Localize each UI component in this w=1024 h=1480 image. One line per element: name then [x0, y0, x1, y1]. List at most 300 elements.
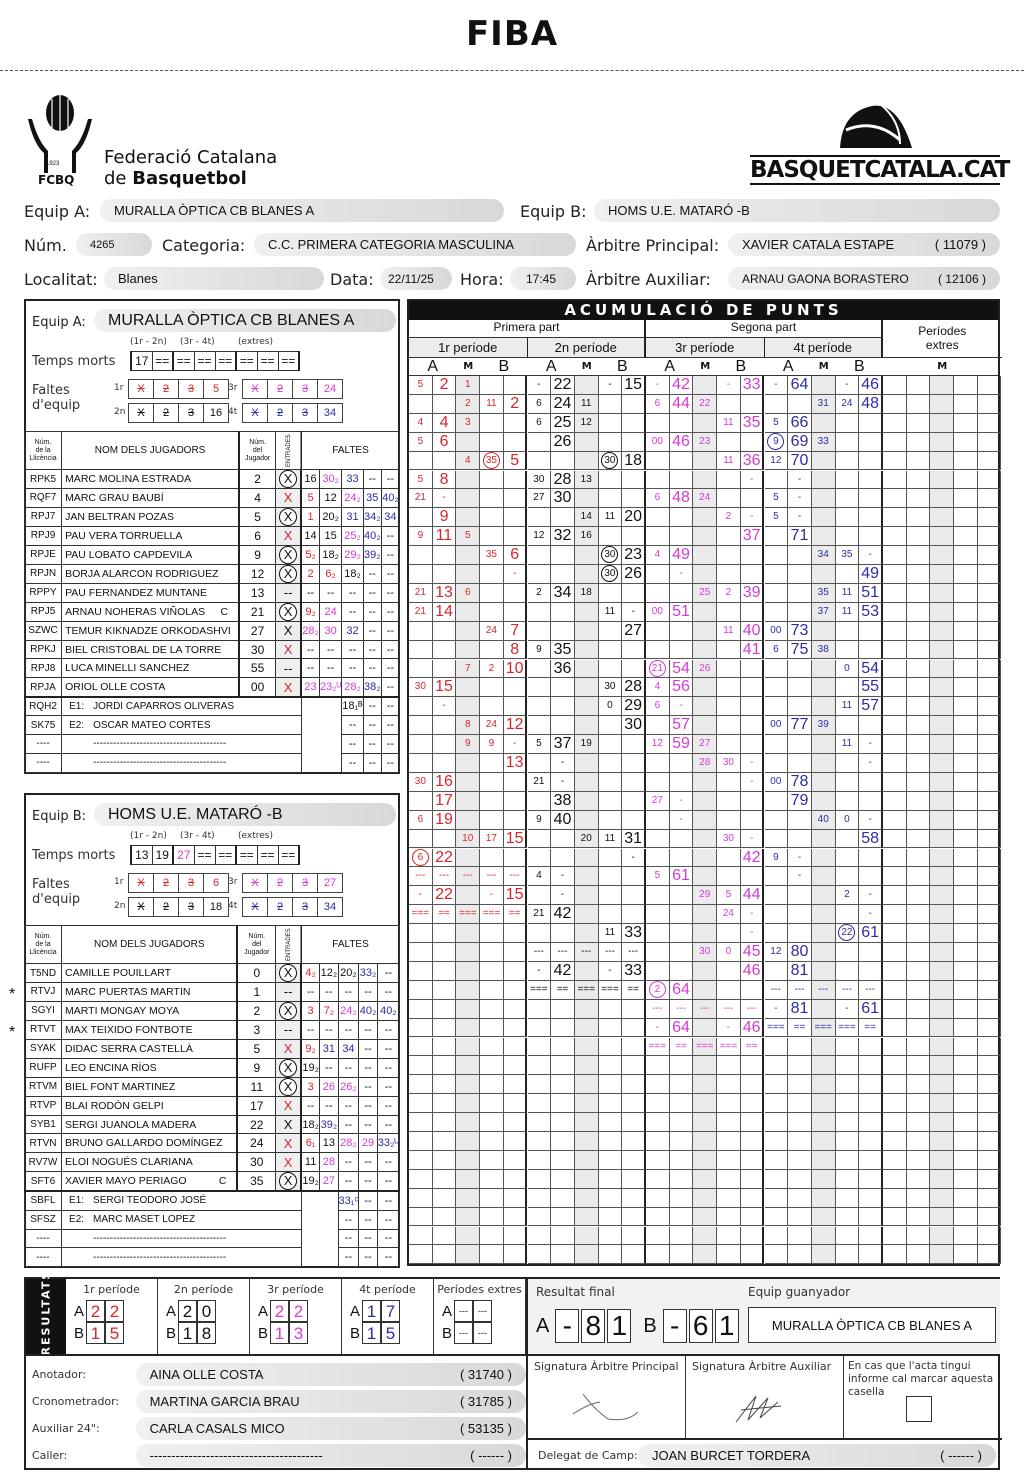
score-cell: -: [788, 867, 812, 886]
score-cell: [528, 1094, 552, 1113]
arbitre-auxiliar-field[interactable]: [728, 267, 1000, 290]
score-cell: [812, 1038, 836, 1057]
player-entry: [276, 1001, 302, 1020]
score-cell: 55: [859, 678, 883, 697]
data-field[interactable]: 22/11/25: [380, 267, 452, 290]
score-cell: [717, 924, 741, 943]
player-foul: 28₂: [338, 1134, 359, 1153]
official-field[interactable]: [136, 1417, 526, 1440]
score-cell: [622, 527, 646, 546]
score-cell: [504, 1000, 528, 1019]
player-foul: 39₂: [320, 1115, 338, 1134]
score-cell: 00: [646, 433, 670, 452]
entry-circled-x-icon: X: [279, 470, 297, 488]
score-cell: [551, 678, 575, 697]
principal-signature-box: [528, 1356, 686, 1438]
col-number-1: Núm.: [248, 932, 266, 940]
score-cell: [622, 735, 646, 754]
score-cell: 31: [622, 830, 646, 849]
score-cell: [456, 1000, 480, 1019]
score-cell: 19: [575, 735, 599, 754]
score-cell: [528, 792, 552, 811]
circled-score-value: 21: [649, 660, 666, 677]
score-cell: ===: [456, 905, 480, 924]
period-score-row-b: [74, 1322, 157, 1344]
official-row: [26, 1443, 526, 1468]
period-header: 2n període: [528, 338, 647, 358]
score-cell: [693, 622, 717, 641]
team-foul-mark: 3: [293, 898, 318, 917]
score-cell: ===: [599, 981, 623, 1000]
col-name: NOM DELS JUGADORS: [62, 926, 238, 964]
score-cell: [528, 678, 552, 697]
entry-x-icon: X: [283, 623, 293, 639]
score-cell: [693, 1075, 717, 1094]
score-cell: [907, 376, 931, 395]
score-cell: [954, 1094, 978, 1113]
score-cell: [599, 1038, 623, 1057]
score-cell: [836, 773, 860, 792]
score-cell: [551, 452, 575, 471]
score-cell: [765, 1113, 789, 1132]
score-cell: 5: [717, 886, 741, 905]
score-cell: [859, 1245, 883, 1264]
score-cell: -: [859, 886, 883, 905]
score-cell: [528, 849, 552, 868]
score-cell: [978, 395, 1002, 414]
score-cell: [599, 1189, 623, 1208]
arbitre-principal-id-value: 11079: [942, 237, 979, 252]
score-cell: 81: [788, 962, 812, 981]
player-entry: [276, 621, 302, 640]
player-entry: [276, 489, 302, 508]
score-cell: [836, 962, 860, 981]
official-role: Auxiliar 24":: [32, 1422, 100, 1435]
team-letter: A: [74, 1302, 85, 1320]
period-score-label: 2n període: [173, 1283, 234, 1296]
localitat-field[interactable]: Blanes: [104, 267, 324, 290]
arbitre-principal-field[interactable]: [728, 233, 1000, 256]
player-number: 5: [239, 507, 275, 526]
score-cell: [504, 1132, 528, 1151]
score-cell: 30: [528, 471, 552, 490]
period-score-digit: 5: [105, 1322, 124, 1344]
score-cell: [883, 754, 907, 773]
score-cell: [551, 830, 575, 849]
team-fouls-label-1: Faltes: [32, 383, 70, 398]
entry-x-icon: X: [283, 490, 293, 506]
score-cell: 35: [551, 641, 575, 660]
arbitre-auxiliar-label: Àrbitre Auxiliar:: [586, 270, 711, 289]
score-cell: [456, 1227, 480, 1246]
score-cell: [528, 1056, 552, 1075]
score-cell: [504, 943, 528, 962]
score-cell: [693, 697, 717, 716]
score-cell: [930, 1056, 954, 1075]
score-cell: [646, 1113, 670, 1132]
player-name: [62, 678, 240, 697]
score-cell: [622, 1113, 646, 1132]
score-cell: [859, 414, 883, 433]
player-foul: --: [381, 564, 399, 583]
score-cell: 39: [812, 716, 836, 735]
score-cell: [646, 716, 670, 735]
score-cell: [788, 1208, 812, 1227]
score-cell: [978, 414, 1002, 433]
score-cell: [741, 1208, 765, 1227]
score-cell: 24: [717, 905, 741, 924]
score-cell: 22: [551, 376, 575, 395]
score-cell: [788, 1151, 812, 1170]
score-cell: [765, 395, 789, 414]
player-number: 2: [237, 1001, 275, 1020]
score-cell: [836, 1094, 860, 1113]
score-cell: [693, 1170, 717, 1189]
player-name-value: MARC GRAU BAUBÍ: [65, 491, 164, 504]
score-cell: [670, 1170, 694, 1189]
player-licence-value: RV7W: [28, 1156, 58, 1168]
federation-line1: Federació Catalana: [104, 147, 278, 168]
col-b-label: B: [853, 358, 865, 375]
entry-x-icon: X: [283, 528, 293, 544]
score-cell: [717, 546, 741, 565]
coach-spacer: [301, 735, 342, 754]
results-label-box: [26, 1269, 66, 1356]
score-cell: [765, 527, 789, 546]
score-cell: [717, 1075, 741, 1094]
score-cell: 28: [622, 678, 646, 697]
player-row: [25, 983, 400, 1002]
score-cell: [599, 1245, 623, 1264]
coach-row: [25, 1191, 400, 1210]
score-cell: [765, 603, 789, 622]
coach-licence: ----: [25, 1248, 62, 1267]
score-cell: [978, 1019, 1002, 1038]
player-foul: 19₂: [301, 1058, 320, 1077]
coach-foul: --: [342, 735, 364, 754]
score-cell: [575, 1038, 599, 1057]
player-name: [62, 1172, 238, 1192]
winner-label: Equip guanyador: [748, 1285, 851, 1299]
score-cell: [883, 376, 907, 395]
score-cell: [836, 1038, 860, 1057]
score-cell: 4: [528, 867, 552, 886]
score-cell: [433, 830, 457, 849]
player-number: 13: [239, 583, 275, 602]
score-cell: [765, 584, 789, 603]
score-cell: ---: [788, 981, 812, 1000]
score-cell: [433, 1094, 457, 1113]
score-cell: [528, 1189, 552, 1208]
score-cell: [456, 433, 480, 452]
score-cell: [930, 1094, 954, 1113]
score-cell: [480, 1170, 504, 1189]
score-cell: [930, 792, 954, 811]
player-foul: --: [359, 1115, 377, 1134]
col-a-label: A: [545, 358, 557, 375]
score-cell: [765, 1038, 789, 1057]
period-score-digit: 1: [270, 1322, 289, 1344]
running-score-panel: [407, 299, 1000, 1266]
player-licence: [25, 1001, 62, 1020]
coach-name: ----------------------------------------: [93, 757, 227, 769]
coach-name: JORDI CAPARROS OLIVERAS: [93, 700, 235, 712]
team-foul-total: 18: [204, 898, 229, 917]
informe-checkbox[interactable]: [906, 1396, 932, 1422]
score-cell: [504, 414, 528, 433]
players-table: [24, 431, 400, 773]
score-cell: 30: [599, 678, 623, 697]
coach-name: ----------------------------------------: [93, 1251, 227, 1263]
score-cell: 37: [812, 603, 836, 622]
score-cell: [480, 527, 504, 546]
hora-field[interactable]: 17:45: [510, 267, 576, 290]
player-entry: [276, 1115, 302, 1134]
score-cell: [812, 452, 836, 471]
score-cell: [836, 867, 860, 886]
score-cell: [907, 584, 931, 603]
score-cell: 17: [433, 792, 457, 811]
player-name-value: BORJA ALARCON RODRIGUEZ: [65, 567, 219, 580]
score-cell: [978, 471, 1002, 490]
score-cell: [575, 1019, 599, 1038]
score-cell: 25: [551, 414, 575, 433]
score-cell: [954, 603, 978, 622]
score-cell: [741, 678, 765, 697]
score-cell: [670, 1094, 694, 1113]
equip-b-field[interactable]: HOMS U.E. MATARÓ -B: [594, 199, 1000, 222]
final-result-label: Resultat final: [536, 1285, 615, 1299]
score-cell: [575, 1056, 599, 1075]
score-cell: [622, 395, 646, 414]
score-cell: [504, 508, 528, 527]
score-cell: [812, 792, 836, 811]
score-cell: [907, 1208, 931, 1227]
score-cell: 0: [836, 660, 860, 679]
player-foul: 26: [320, 1077, 338, 1096]
equip-b-label: Equip B:: [520, 202, 587, 221]
col-licence-3: Llicència: [29, 454, 57, 462]
player-foul: 5: [301, 489, 319, 508]
player-name: [62, 1096, 238, 1115]
score-cell: [409, 962, 433, 981]
score-cell: [433, 1000, 457, 1019]
score-cell: [693, 1094, 717, 1113]
player-licence-value: RTVM: [28, 1081, 58, 1093]
period-score-row-b: [258, 1322, 341, 1344]
score-cell: [409, 660, 433, 679]
score-cell: [812, 905, 836, 924]
player-name-value: BLAI RODÓN GELPI: [65, 1099, 164, 1112]
score-cell: [528, 1038, 552, 1057]
score-cell: [456, 1151, 480, 1170]
score-cell: [717, 981, 741, 1000]
score-cell: [528, 1227, 552, 1246]
score-cell: [646, 414, 670, 433]
coach-name: MARC MASET LOPEZ: [93, 1214, 196, 1226]
score-cell: [907, 565, 931, 584]
official-field[interactable]: [136, 1363, 526, 1386]
score-cell: [551, 1189, 575, 1208]
score-cell: [504, 773, 528, 792]
score-cell: [907, 1151, 931, 1170]
score-cell: [433, 1056, 457, 1075]
score-cell: [954, 811, 978, 830]
official-row: [26, 1416, 526, 1441]
team-foul-mark: 2: [154, 898, 179, 917]
score-cell: [670, 905, 694, 924]
final-a-digit: -: [555, 1309, 579, 1343]
score-cell: [622, 414, 646, 433]
official-field[interactable]: [136, 1444, 526, 1467]
coach-licence: ----: [25, 1229, 62, 1248]
score-cell: [883, 849, 907, 868]
player-foul: 12₂: [320, 964, 338, 983]
score-cell-circled: [599, 546, 623, 565]
score-cell: [646, 773, 670, 792]
score-cell: 11: [599, 603, 623, 622]
score-cell: [622, 1189, 646, 1208]
score-cell: [504, 1151, 528, 1170]
score-cell: 78: [788, 773, 812, 792]
score-cell: [788, 603, 812, 622]
score-cell: [741, 1245, 765, 1264]
score-cell: [456, 471, 480, 490]
coach-name: OSCAR MATEO CORTES: [93, 719, 211, 731]
score-cell: [646, 1075, 670, 1094]
player-foul: --: [338, 1096, 359, 1115]
score-cell: [859, 1151, 883, 1170]
period-score-label: Períodes extres: [437, 1283, 522, 1296]
score-cell: [859, 622, 883, 641]
player-foul: --: [319, 583, 341, 602]
score-cell: [741, 735, 765, 754]
delegat-field[interactable]: [638, 1444, 996, 1467]
score-cell: [480, 1038, 504, 1057]
timeout-cell: ==: [257, 352, 278, 371]
score-cell: [954, 489, 978, 508]
coach-foul: --: [338, 1210, 359, 1229]
score-cell: 40: [551, 811, 575, 830]
score-cell: 27: [622, 622, 646, 641]
official-name: CARLA CASALS MICO: [149, 1421, 285, 1436]
delegat-row: [528, 1438, 1002, 1470]
score-cell: [812, 376, 836, 395]
categoria-field[interactable]: C.C. PRIMERA CATEGORIA MASCULINA: [254, 233, 576, 256]
score-cell: [717, 773, 741, 792]
player-row: [25, 602, 400, 621]
score-cell: -: [670, 565, 694, 584]
player-foul: --: [381, 545, 399, 564]
score-cell: [433, 622, 457, 641]
score-cell: [978, 452, 1002, 471]
team-name-field[interactable]: MURALLA ÒPTICA CB BLANES A: [94, 309, 396, 332]
player-number: 22: [237, 1115, 275, 1134]
score-cell: 33: [622, 962, 646, 981]
score-cell: [551, 1094, 575, 1113]
score-cell: 00: [765, 716, 789, 735]
coach-foul: 18₁ᴮ: [342, 697, 364, 716]
score-cell: [812, 1189, 836, 1208]
player-foul: --: [342, 602, 364, 621]
score-cell: [954, 527, 978, 546]
score-cell: [575, 660, 599, 679]
score-cell: 21: [409, 489, 433, 508]
score-cell: [930, 697, 954, 716]
score-cell: -: [741, 754, 765, 773]
score-cell: [954, 395, 978, 414]
score-cell: 23: [622, 546, 646, 565]
player-foul: --: [381, 678, 399, 697]
score-cell: [622, 792, 646, 811]
coach-foul: --: [381, 753, 399, 772]
coach-name-cell: [62, 716, 302, 735]
team-foul-mark: 3: [293, 404, 318, 423]
score-cell: [765, 754, 789, 773]
fcbq-basketball-icon: [24, 95, 96, 175]
score-cell: [646, 754, 670, 773]
score-cell: [409, 1094, 433, 1113]
score-cell: [741, 433, 765, 452]
score-cell: [599, 1019, 623, 1038]
score-cell: [480, 924, 504, 943]
score-cell: [765, 1094, 789, 1113]
player-number: 5: [237, 1039, 275, 1058]
score-cell: [954, 622, 978, 641]
score-cell: [480, 1094, 504, 1113]
score-cell: [978, 886, 1002, 905]
team-foul-total: 5: [204, 380, 229, 399]
player-licence-value: RPJ7: [30, 511, 56, 523]
period-score-row-b: [350, 1322, 433, 1344]
score-cell: [575, 962, 599, 981]
score-cell: [812, 471, 836, 490]
score-cell: [646, 1208, 670, 1227]
player-name: [62, 1115, 238, 1134]
score-cell: [883, 1056, 907, 1075]
score-cell: 18: [575, 584, 599, 603]
period-score-box: [158, 1279, 250, 1354]
score-cell: 9: [480, 735, 504, 754]
score-cell: [599, 471, 623, 490]
player-name: [62, 983, 238, 1002]
score-cell: 54: [859, 660, 883, 679]
official-field[interactable]: [136, 1390, 526, 1413]
timeout-cell: 27: [173, 846, 194, 865]
equip-a-field[interactable]: MURALLA ÒPTICA CB BLANES A: [100, 199, 504, 222]
score-cell: [717, 1113, 741, 1132]
team-fouls-q1-label: 1r: [114, 877, 124, 887]
score-cell: [480, 603, 504, 622]
score-cell: [504, 924, 528, 943]
num-field[interactable]: 4265: [76, 233, 152, 256]
score-cell: -: [551, 754, 575, 773]
team-fouls-q3-label: 3r: [228, 877, 238, 887]
team-name-field[interactable]: HOMS U.E. MATARÓ -B: [94, 803, 396, 826]
score-cell: 35: [741, 414, 765, 433]
team-b-panel: [9, 793, 400, 1268]
score-cell: [693, 508, 717, 527]
coach-name-cell: [62, 1210, 302, 1229]
score-cell: [504, 849, 528, 868]
score-cell: [646, 565, 670, 584]
score-cell: 20: [622, 508, 646, 527]
score-cell-circled: [646, 981, 670, 1000]
score-cell: [433, 1227, 457, 1246]
score-cell: [859, 716, 883, 735]
coach-licence: SFSZ: [25, 1210, 62, 1229]
score-cell: [575, 792, 599, 811]
